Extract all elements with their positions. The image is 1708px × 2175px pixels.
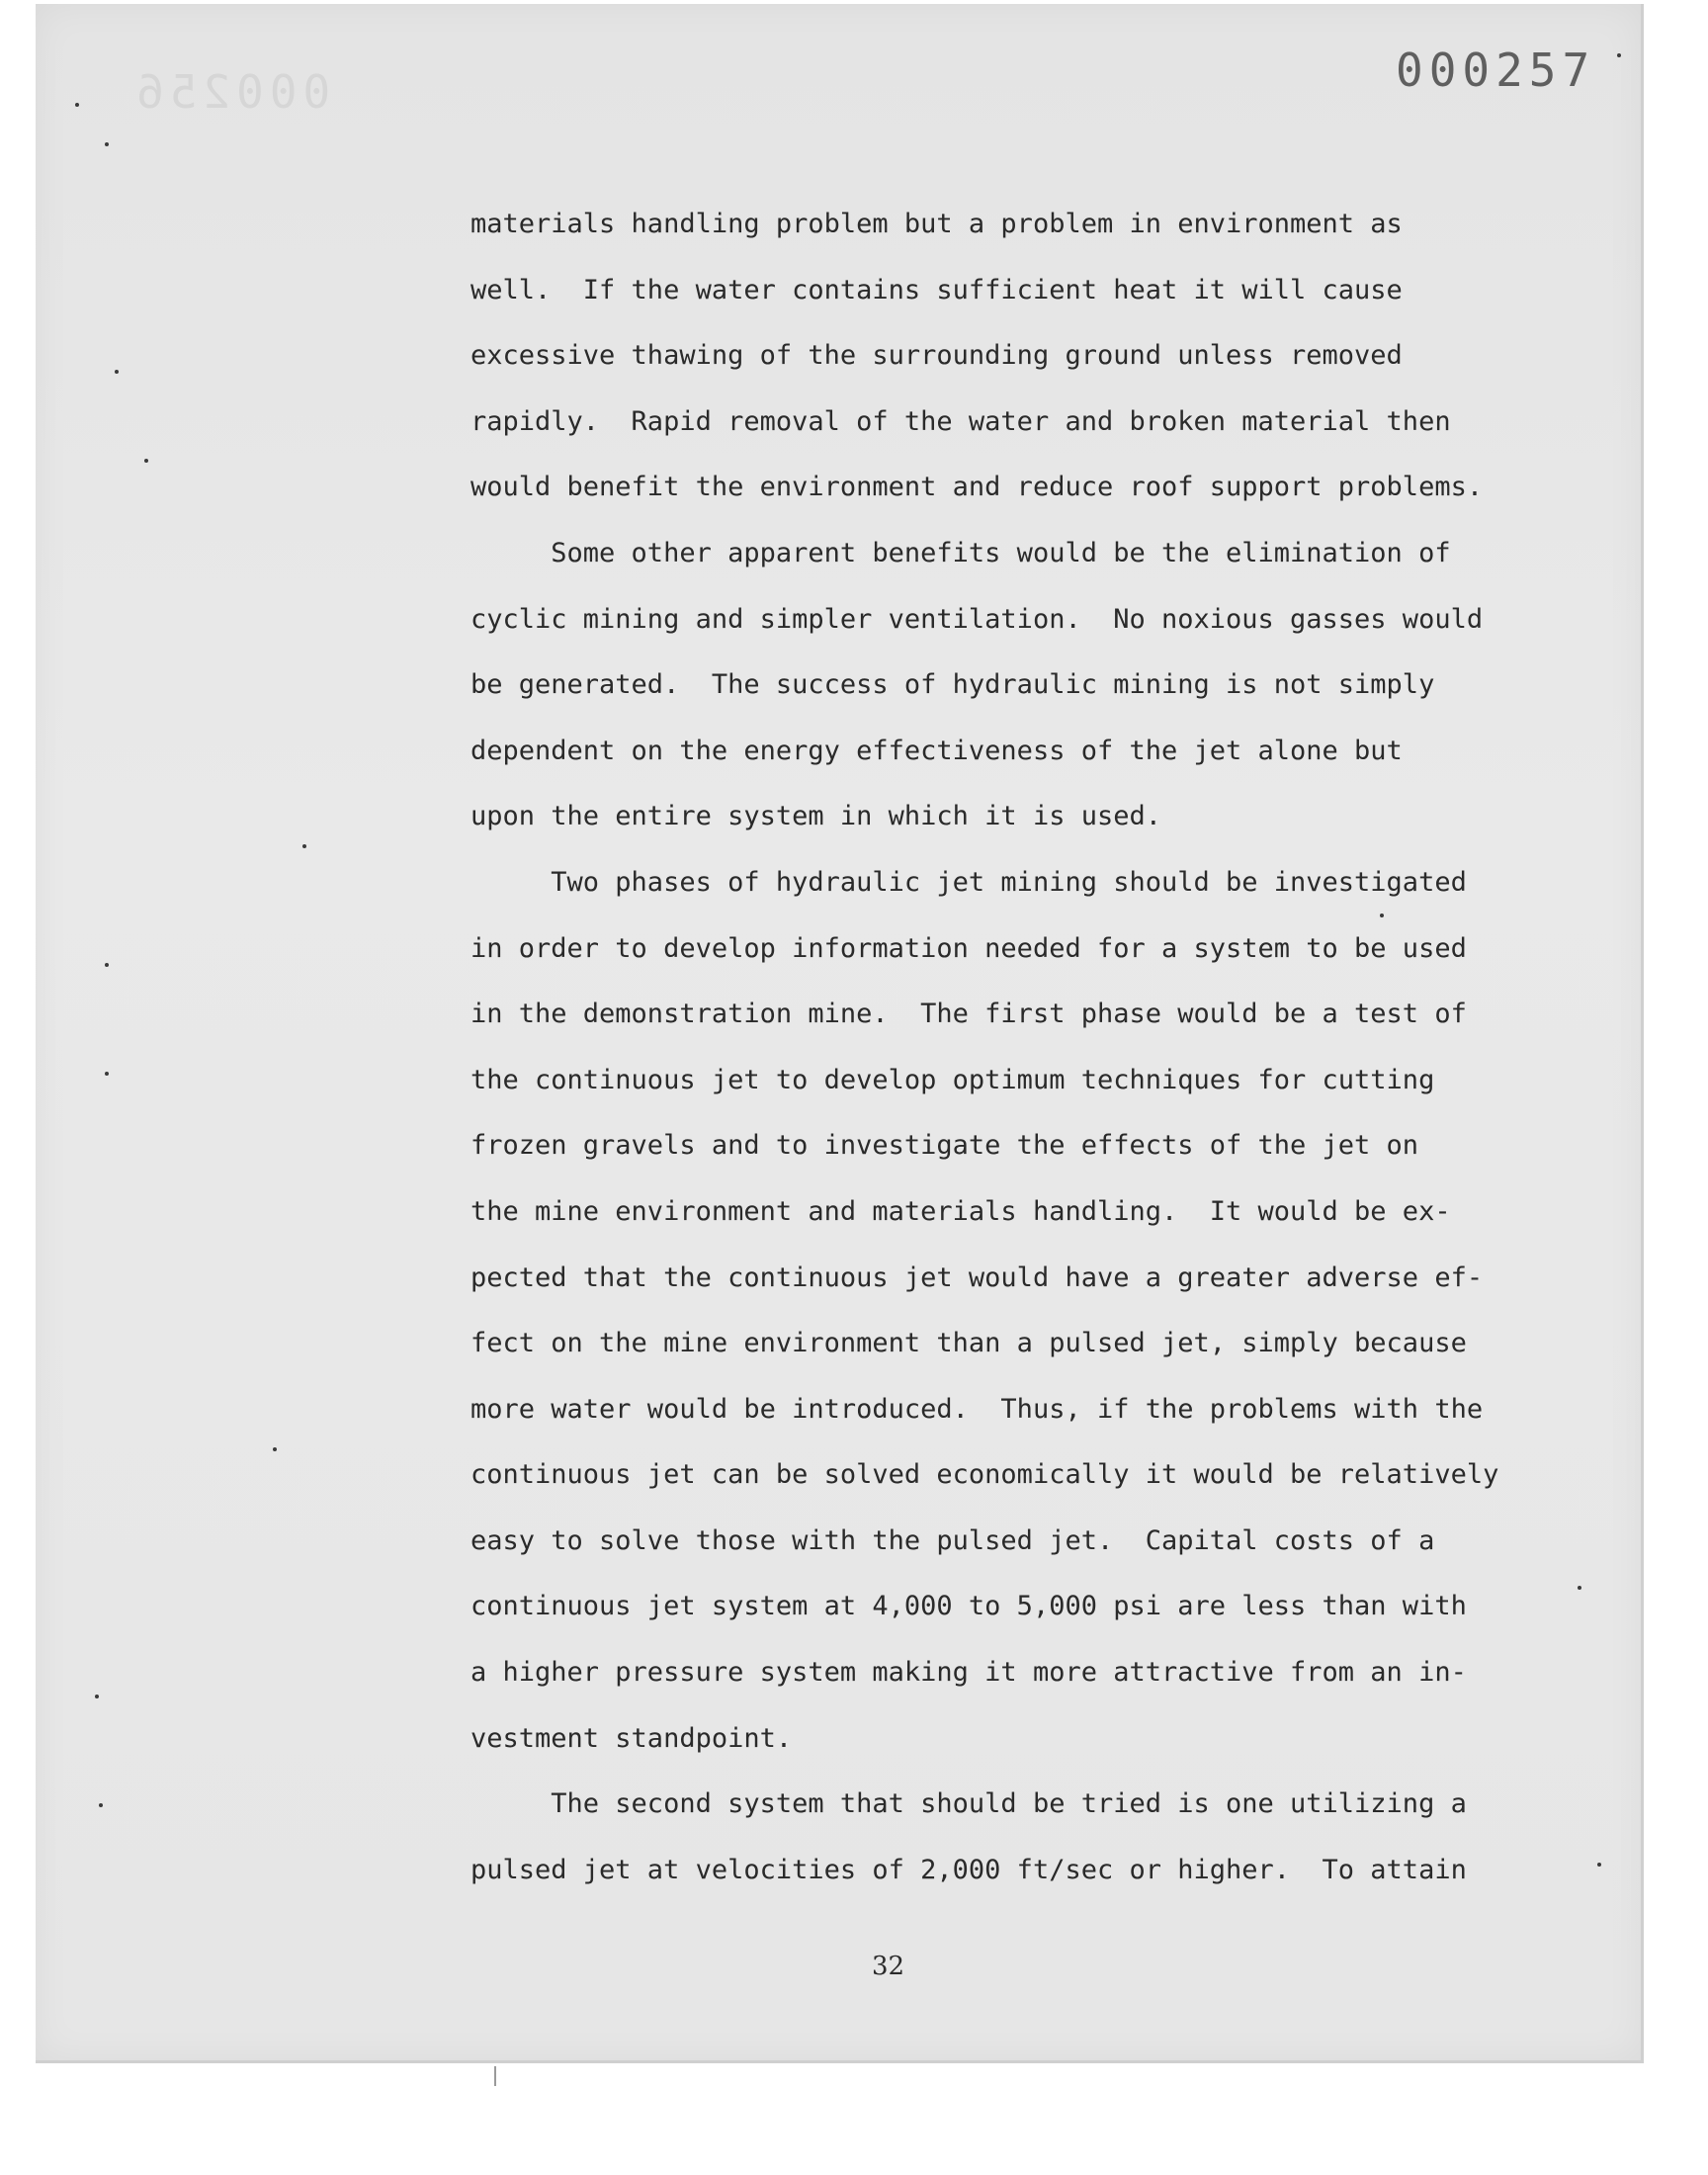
text-line: materials handling problem but a problem in environment as [470, 209, 1403, 239]
text-line: well. If the water contains sufficient heat it will cause [470, 274, 1403, 305]
text-line: excessive thawing of the surrounding ground unless removed [470, 340, 1403, 372]
text-line: vestment standpoint. [470, 1722, 793, 1754]
text-line: in the demonstration mine. The first phase would be a test of [470, 999, 1467, 1030]
text-line: cyclic mining and simpler ventilation. No noxious gasses would [470, 603, 1484, 635]
text-line: Two phases of hydraulic jet mining should be investigated [470, 866, 1467, 898]
text-line: the continuous jet to develop optimum techniques for cutting [470, 1064, 1435, 1095]
text-line: The second system that should be tried is one utilizing a [470, 1788, 1467, 1820]
document-stamp-number: 000257 [1396, 44, 1596, 97]
text-line: a higher pressure system making it more attractive from an in- [470, 1657, 1467, 1689]
text-line: pulsed jet at velocities of 2,000 ft/sec or higher. To attain [470, 1854, 1467, 1885]
text-line: pected that the continuous jet would have a greater adverse ef- [470, 1262, 1484, 1293]
scan-speck [1380, 914, 1384, 917]
text-line: Some other apparent benefits would be the elimination of [470, 537, 1451, 568]
scan-speck [144, 459, 148, 463]
scan-speck [95, 1695, 99, 1698]
text-line: be generated. The success of hydraulic mining is not simply [470, 669, 1435, 701]
text-line: in order to develop information needed for a system to be used [470, 932, 1467, 964]
scan-speck [105, 963, 109, 967]
body-text [470, 192, 1538, 1903]
scan-speck [1578, 1586, 1581, 1590]
text-line: dependent on the energy effectiveness of the jet alone but [470, 735, 1403, 766]
scan-speck [1617, 53, 1621, 57]
page-number: 32 [872, 1952, 905, 1981]
text-line: frozen gravels and to investigate the effects of the jet on [470, 1130, 1419, 1162]
bleed-through-stamp: 000256 [130, 65, 331, 119]
document-page [36, 4, 1644, 2063]
scan-speck [302, 844, 306, 848]
text-line: more water would be introduced. Thus, if the problems with the [470, 1393, 1484, 1425]
text-line: upon the entire system in which it is used. [470, 801, 1161, 832]
scan-speck [75, 103, 79, 107]
scan-edge-mark [494, 2066, 496, 2086]
text-line: continuous jet can be solved economically it would be relatively [470, 1459, 1499, 1491]
text-line: continuous jet system at 4,000 to 5,000 psi are less than with [470, 1591, 1467, 1622]
scan-speck [99, 1803, 103, 1807]
text-line: easy to solve those with the pulsed jet. Capital costs of a [470, 1524, 1435, 1556]
scan-speck [105, 142, 109, 146]
text-line: fect on the mine environment than a pulsed jet, simply because [470, 1328, 1467, 1359]
text-line: would benefit the environment and reduce roof support problems. [470, 472, 1484, 503]
scan-speck [1597, 1863, 1601, 1867]
text-line: rapidly. Rapid removal of the water and broken material then [470, 405, 1451, 437]
scan-speck [105, 1072, 109, 1076]
scan-speck [273, 1447, 277, 1451]
scan-speck [115, 370, 119, 374]
text-line: the mine environment and materials handling. It would be ex- [470, 1195, 1451, 1227]
